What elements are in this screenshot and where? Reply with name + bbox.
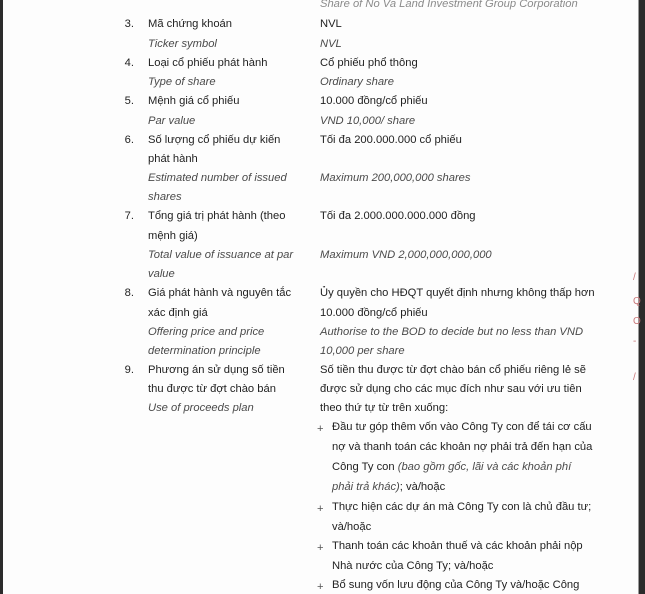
bullet-plus-icon: + xyxy=(317,581,324,593)
bullet-text: Thanh toán các khoản thuế và các khoản phải nộp xyxy=(332,540,583,552)
row-number: 8. xyxy=(124,287,134,299)
value-vi: được sử dụng cho các mục đích như sau với ưu tiên xyxy=(320,383,582,395)
label-en: Use of proceeds plan xyxy=(148,402,254,414)
value-en: 10,000 per share xyxy=(320,345,405,357)
margin-annotation: O xyxy=(633,316,641,327)
label-vi: Tổng giá trị phát hành (theo xyxy=(148,210,286,222)
label-vi: Loại cổ phiếu phát hành xyxy=(148,57,268,69)
label-vi: mệnh giá) xyxy=(148,230,198,242)
value-en: Maximum 200,000,000 shares xyxy=(320,172,471,184)
value-vi: Tối đa 2.000.000.000.000 đồng xyxy=(320,210,476,222)
value-vi: Cổ phiếu phổ thông xyxy=(320,57,418,69)
row-number: 4. xyxy=(124,57,134,69)
row-number: 9. xyxy=(124,364,134,376)
bullet-plus-icon: + xyxy=(317,503,324,515)
value-en: VND 10,000/ share xyxy=(320,115,416,127)
label-en: Ticker symbol xyxy=(148,38,217,50)
label-vi: xác định giá xyxy=(148,307,208,319)
bullet-text: và/hoặc xyxy=(332,521,372,533)
value-vi: 10.000 đồng/cổ phiếu xyxy=(320,307,428,319)
bullet-plus-icon: + xyxy=(317,423,324,435)
label-vi: Mã chứng khoán xyxy=(148,18,232,30)
label-vi: thu được từ đợt chào bán xyxy=(148,383,276,395)
label-en: determination principle xyxy=(148,345,261,357)
label-en: value xyxy=(148,268,175,280)
label-vi: Giá phát hành và nguyên tắc xyxy=(148,287,292,299)
bullet-text-italic: phải trả khác) xyxy=(332,481,400,493)
margin-annotation: Q xyxy=(633,296,641,307)
label-en: Estimated number of issued xyxy=(148,172,287,184)
bullet-text xyxy=(332,460,571,474)
value-vi: Tối đa 200.000.000 cổ phiếu xyxy=(320,134,462,146)
bullet-text xyxy=(332,480,445,494)
value-vi: Số tiền thu được từ đợt chào bán cổ phiếu riêng lẻ sẽ xyxy=(320,364,586,376)
bullet-text: Bổ sung vốn lưu động của Công Ty và/hoặc Công xyxy=(332,579,580,591)
row-number: 5. xyxy=(124,95,134,107)
label-vi: Phương án sử dụng số tiền xyxy=(148,364,285,376)
value-vi: NVL xyxy=(320,18,342,30)
value-vi: theo thứ tự từ trên xuống: xyxy=(320,402,449,414)
bullet-text: Thực hiện các dự án mà Công Ty con là chủ đầu tư; xyxy=(332,501,592,513)
bullet-text-normal: Công Ty con xyxy=(332,461,398,473)
value-vi: Ủy quyền cho HĐQT quyết định nhưng không thấp hơn xyxy=(320,287,595,299)
label-en: Offering price and price xyxy=(148,326,265,338)
bullet-text: Đầu tư góp thêm vốn vào Công Ty con để tái cơ cấu xyxy=(332,421,592,433)
label-vi: Mệnh giá cổ phiếu xyxy=(148,95,240,107)
margin-annotation: - xyxy=(633,336,637,347)
row-number: 7. xyxy=(124,210,134,222)
label-vi: Số lượng cổ phiếu dự kiến xyxy=(148,134,281,146)
label-en: Type of share xyxy=(148,76,216,88)
value-en: Maximum VND 2,000,000,000,000 xyxy=(320,249,492,261)
label-en: shares xyxy=(148,191,182,203)
bullet-text: Nhà nước của Công Ty; và/hoặc xyxy=(332,560,494,572)
document-page xyxy=(3,0,641,594)
margin-annotation: / xyxy=(633,372,636,383)
value-en: Authorise to the BOD to decide but no less than VND xyxy=(320,326,584,338)
row-number: 3. xyxy=(124,18,134,30)
margin-annotation: / xyxy=(633,272,636,283)
value-vi: 10.000 đồng/cổ phiếu xyxy=(320,95,428,107)
label-en: Par value xyxy=(148,115,196,127)
value-en: NVL xyxy=(320,38,342,50)
label-en: Total value of issuance at par xyxy=(148,249,294,261)
bullet-text: nợ và thanh toán các khoản nợ phải trả đến hạn của xyxy=(332,441,593,453)
bullet-text-normal: ; và/hoặc xyxy=(399,481,446,493)
header-cut-text: Share of No Va Land Investment Group Corporation xyxy=(320,0,578,10)
bullet-text-italic: (bao gồm gốc, lãi và các khoản phí xyxy=(397,461,572,473)
row-number: 6. xyxy=(124,134,134,146)
value-en: Ordinary share xyxy=(320,76,394,88)
bullet-plus-icon: + xyxy=(317,542,324,554)
label-vi: phát hành xyxy=(148,153,198,165)
